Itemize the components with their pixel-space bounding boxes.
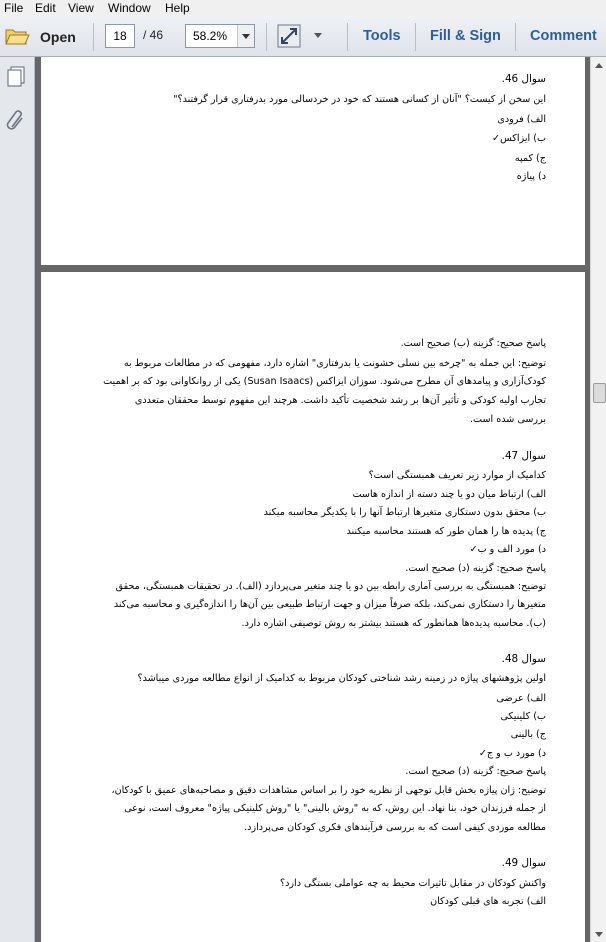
page-number-input[interactable]: 18 (105, 24, 135, 48)
explanation-line: مطالعه موردی کیفی است که به بررسی فرآیندهای فکری کودکان می‌پردازد. (244, 822, 546, 833)
pdf-page-2 (41, 272, 585, 942)
answer-text: پاسخ صحیح: گزینه (د) صحیح است. (405, 766, 546, 777)
document-viewport[interactable] (35, 57, 590, 942)
vertical-scrollbar[interactable] (590, 57, 606, 942)
explanation-line: از جمله فرزندان خود، بنا نهاد. این روش، که به "روش بالینی" یا "روش کلینیکی پیاژه" معروف است، نوعی (124, 803, 546, 814)
explanation-line: تجارب اولیه کودکی و تأثیر آن‌ها بر رشد شخصیت تأکید داشت. هرچند این مفهوم توسط محققان متعددی (134, 395, 546, 406)
menu-help[interactable]: Help (165, 1, 190, 15)
tools-button[interactable]: Tools (363, 28, 401, 44)
menu-edit[interactable]: Edit (35, 1, 56, 15)
question-text: کدامیک از موارد زیر تعریف همبستگی است؟ (368, 470, 546, 481)
page-thumbnails-icon[interactable] (5, 65, 27, 87)
open-button[interactable]: Open (40, 29, 76, 45)
question-text: این سخن از کیست؟ "آنان از کسانی هستند که خود در خردسالی مورد بدرفتاری قرار گرفتند؟" (173, 94, 546, 105)
option-a: الف) عرضی (496, 693, 546, 704)
navigation-pane (0, 57, 35, 942)
option-d: د) مورد ب و ج✓ (478, 748, 546, 759)
explanation-line: (ب). محاسبه پدیده‌ها همانطور که هستند بیشتر به روش توصیفی اشاره دارد. (241, 618, 546, 629)
menu-file[interactable]: File (4, 1, 24, 15)
pdf-page-1 (41, 57, 585, 265)
question-number: سوال 49. (501, 857, 546, 869)
option-b: ب) محقق بدون دستکاری متغیرها ارتباط آنها را با یکدیگر محاسبه میکند (263, 507, 546, 518)
page-total: / 46 (143, 28, 164, 42)
option-d: د) مورد الف و ب✓ (469, 544, 546, 555)
question-text: واکنش کودکان در مقابل تاثیرات محیط به چه عواملی بستگی دارد؟ (280, 878, 546, 889)
more-tools-chevron-icon[interactable] (314, 33, 322, 38)
toolbar-separator (93, 23, 94, 51)
explanation-line: توضیح: این جمله به "چرخه بین نسلی خشونت یا بدرفتاری" اشاره دارد، مفهومی که در مطالعات مربوط به (123, 358, 546, 369)
option-b: ب) کلینیکی (500, 711, 546, 722)
option-c: ج) بالینی (510, 729, 546, 740)
explanation-line: توضیح: ژان پیاژه بخش قابل توجهی از نظریه خود را بر اساس مشاهدات دقیق و مصاحبه‌های عمیق با کودکان، (111, 785, 546, 796)
menu-view[interactable]: View (68, 1, 94, 15)
option-d: د) پیاژه (516, 171, 546, 182)
toolbar-separator (515, 23, 516, 51)
chevron-down-icon[interactable] (237, 25, 254, 47)
explanation-line: کودک‌آزاری و پیامدهای آن مطرح می‌شود. سوزان ایزاکس (Susan Isaacs) یکی از روانکاوانی بود که بر اهمیت (103, 376, 546, 387)
comment-button[interactable]: Comment (530, 28, 597, 44)
scroll-down-icon[interactable] (591, 926, 606, 942)
folder-open-icon[interactable] (5, 27, 30, 46)
answer-text: پاسخ صحیح: گزینه (د) صحیح است. (405, 563, 546, 574)
paperclip-icon[interactable] (5, 109, 27, 131)
menu-window[interactable]: Window (108, 1, 151, 15)
question-number: سوال 46. (501, 73, 546, 85)
question-number: سوال 47. (501, 450, 546, 462)
question-text: اولین پژوهشهای پیاژه در زمینه رشد شناختی کودکان مربوط به کدامیک از انواع مطالعه موردی میباشد؟ (137, 673, 546, 684)
option-a: الف) ارتباط میان دو یا چند دسته از اندازه هاست (352, 489, 546, 500)
toolbar-separator (415, 23, 416, 51)
toolbar-separator (266, 23, 267, 51)
zoom-select[interactable] (185, 24, 255, 48)
option-c: ج) پدیده ها را همان طور که هستند محاسبه میکنند (346, 526, 546, 537)
explanation-line: بررسی شده است. (469, 414, 546, 425)
toolbar-separator (347, 23, 348, 51)
option-a: الف) تجربه های قبلی کودکان (430, 896, 546, 907)
fit-page-icon[interactable] (277, 24, 301, 48)
scroll-up-icon[interactable] (591, 57, 606, 73)
answer-text: پاسخ صحیح: گزینه (ب) صحیح است. (400, 338, 546, 349)
zoom-value: 58.2% (193, 29, 228, 43)
option-b: ب) ایزاکس✓ (492, 133, 546, 144)
fill-sign-button[interactable]: Fill & Sign (430, 28, 501, 44)
scrollbar-thumb[interactable] (593, 383, 606, 403)
menu-bar (0, 0, 606, 17)
explanation-line: متغیرها را دستکاری نمی‌کند، بلکه صرفاً میزان و جهت ارتباط طبیعی بین آن‌ها را اندازه‌گیری و محاسبه می‌کند (113, 599, 546, 610)
option-c: ج) کمپه (514, 153, 546, 164)
option-a: الف) فرودی (497, 114, 546, 125)
toolbar (0, 17, 606, 57)
question-number: سوال 48. (501, 653, 546, 665)
explanation-line: توضیح: همبستگی به بررسی آماری رابطه بین دو یا چند متغیر می‌پردازد (الف). در تحقیقات همبستگی، محقق (115, 581, 546, 592)
